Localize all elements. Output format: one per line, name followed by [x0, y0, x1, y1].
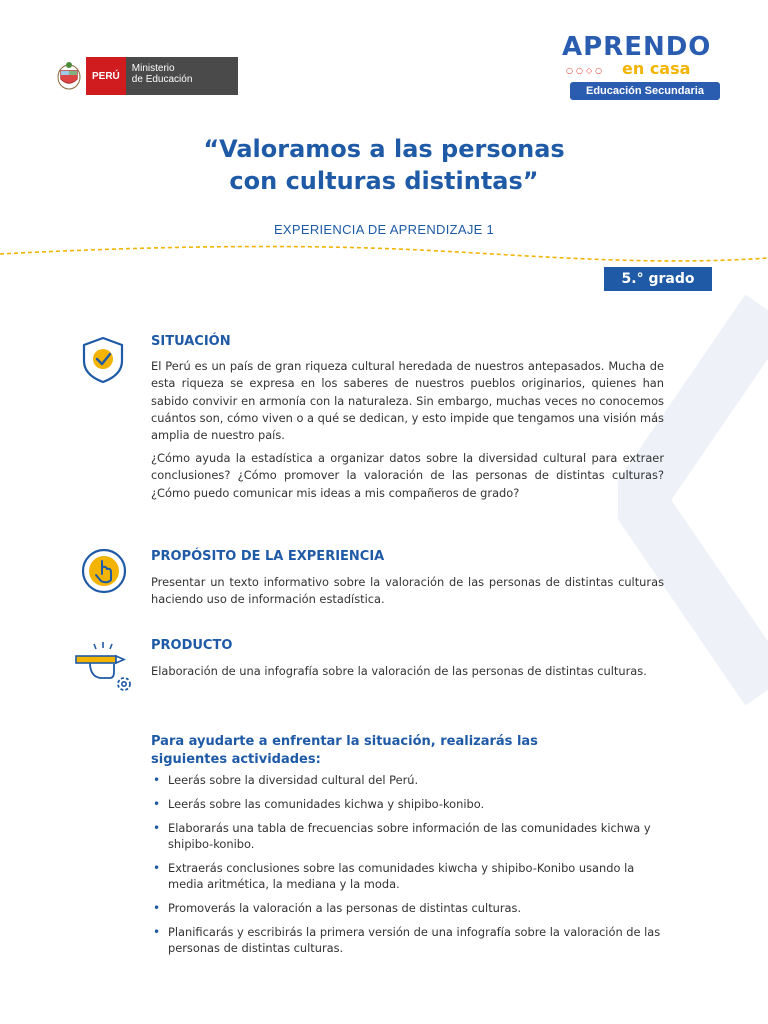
- list-item-text: Planificarás y escribirás la primera versión de una infografía sobre la valoración de las personas de distintas culturas.: [168, 925, 661, 955]
- situation-heading: SITUACIÓN: [151, 334, 231, 349]
- product-text: Elaboración de una infografía sobre la valoración de las personas de distintas culturas.: [151, 664, 647, 678]
- grade-badge: 5.° grado: [604, 267, 712, 291]
- coat-of-arms-icon: [52, 57, 86, 95]
- page-title: [0, 133, 768, 197]
- ministry-logo: [52, 57, 238, 95]
- list-item: [151, 820, 664, 852]
- list-item-text: Leerás sobre la diversidad cultural del Perú.: [168, 773, 419, 787]
- situation-paragraph-2: ¿Cómo ayuda la estadística a organizar datos sobre la diversidad cultural para extraer conclusiones? ¿Cómo promover la valoración de las personas de distintas culturas? ¿Cómo puedo comunicar mis ideas a mis compañeros de grado?: [151, 451, 664, 500]
- experience-subtitle: EXPERIENCIA DE APRENDIZAJE 1: [273, 222, 495, 237]
- situation-paragraph-1: El Perú es un país de gran riqueza cultural heredada de nuestros antepasados. Mucha de esta riqueza se expresa en los saberes de nuestros pueblos originarios, quienes han sabido convivir en armonía con la naturaleza. Sin embargo, muchas veces no conocemos cuántos son, cómo viven o a qué se dedican, y esto impide que tengamos una visión más amplia de nuestro país.: [151, 359, 664, 443]
- aprendo-en-casa-logo: [560, 32, 720, 102]
- bullet-icon: •: [153, 925, 161, 939]
- bullet-icon: •: [153, 821, 161, 835]
- product-heading: PRODUCTO: [151, 638, 233, 653]
- list-item-text: Elaborarás una tabla de frecuencias sobre información de las comunidades kichwa y shipibo-konibo.: [168, 821, 651, 851]
- hand-pointer-target-icon: [80, 547, 128, 595]
- bullet-icon: •: [153, 901, 161, 915]
- bullet-icon: •: [153, 861, 161, 875]
- purpose-text: Presentar un texto informativo sobre la valoración de las personas de distintas culturas haciendo uso de información estadística.: [151, 575, 664, 607]
- aprendo-title: APRENDO: [562, 32, 712, 62]
- activities-list: [151, 772, 664, 964]
- list-item-text: Promoverás la valoración a las personas de distintas culturas.: [168, 901, 522, 915]
- bullet-icon: •: [153, 797, 161, 811]
- bullet-icon: •: [153, 773, 161, 787]
- ministry-line-1: Ministerio: [131, 63, 175, 74]
- title-line-2: con culturas distintas”: [229, 167, 539, 195]
- aprendo-subtitle: en casa: [622, 59, 691, 78]
- list-item: [151, 796, 664, 812]
- purpose-heading: PROPÓSITO DE LA EXPERIENCIA: [151, 549, 385, 564]
- level-badge: Educación Secundaria: [570, 82, 720, 100]
- list-item: [151, 860, 664, 892]
- list-item: [151, 900, 664, 916]
- list-item: [151, 924, 664, 956]
- list-item-text: Extraerás conclusiones sobre las comunidades kiwcha y shipibo-Konibo usando la media aritmética, la mediana y la moda.: [168, 861, 635, 891]
- ministry-line-2: de Educación: [131, 74, 193, 85]
- ministry-name: [126, 57, 238, 95]
- list-item-text: Leerás sobre las comunidades kichwa y shipibo-konibo.: [168, 797, 485, 811]
- list-item: [151, 772, 664, 788]
- peru-label: PERÚ: [86, 57, 126, 95]
- decorative-dots-icon: ○○◇○: [566, 66, 606, 75]
- hand-pencil-gear-icon: [72, 640, 136, 696]
- title-line-1: “Valoramos a las personas: [203, 135, 565, 163]
- activities-heading: Para ayudarte a enfrentar la situación, realizarás las siguientes actividades:: [151, 734, 538, 767]
- shield-check-icon: [80, 335, 126, 385]
